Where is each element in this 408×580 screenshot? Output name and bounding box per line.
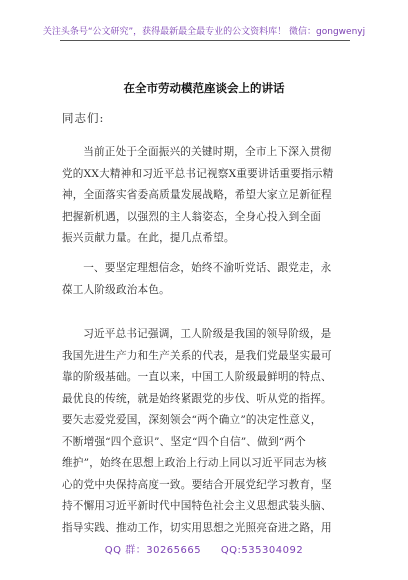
text-line: 靠的阶级基础。一直以来，中国工人阶级最鲜明的特点、	[62, 371, 332, 383]
text-line: 葆工人阶级政治本色。	[62, 283, 170, 296]
text-line: 要矢志爱党爱国，深刻领会“两个确立”的决定性意义，	[62, 414, 322, 426]
text-line: 振兴贡献力量。在此，提几点希望。	[62, 232, 235, 244]
text-line: 心的党中央保持高度一致。要结合开展党纪学习教育，坚	[62, 478, 332, 491]
text-line: 党的XX大精神和习近平总书记视察X重要讲话重要指示精	[62, 167, 334, 180]
paragraph-section-1-heading	[62, 258, 350, 301]
text-line: 当前正处于全面振兴的关键时期，全市上下深入贯彻	[83, 146, 332, 158]
salutation: 同志们:	[62, 111, 105, 125]
header-watermark-note: 关注头条号“公文研究”，获得最新最全最专业的公文资料库！ 微信：gongwenyj	[42, 27, 366, 37]
text-line: 把握新机遇，以强烈的主人翁姿态，全身心投入到全面	[62, 210, 322, 223]
footer-contact	[0, 541, 408, 556]
paragraph-section-1-body	[62, 324, 350, 539]
document-title: 在全市劳动模范座谈会上的讲话	[123, 81, 285, 95]
text-line: 一、要坚定理想信念，始终不渝听党话、跟党走，永	[83, 262, 332, 274]
text-line: 神，全面落实省委高质量发展战略，希望大家立足新征程	[62, 189, 332, 201]
text-line: 指导实践、推动工作，切实用思想之光照亮奋进之路，用	[62, 521, 332, 534]
paragraph-intro	[62, 142, 350, 250]
text-line: 持不懈用习近平新时代中国特色社会主义思想武装头脑、	[62, 500, 332, 512]
text-line: 不断增强“四个意识”、坚定“四个自信”、做到“两个	[62, 435, 306, 448]
header-divider	[60, 40, 350, 41]
text-line: 维护”，始终在思想上政治上行动上同以习近平同志为核	[62, 457, 327, 469]
text-line: 习近平总书记强调，工人阶级是我国的领导阶级，是	[83, 328, 332, 340]
text-line: 最优良的传统，就是始终紧跟党的步伐、听从党的指挥。	[62, 392, 332, 405]
footer-qq: QQ:535304092	[220, 545, 304, 556]
footer-qq-group: QQ 群：30265665	[104, 545, 202, 556]
text-line: 我国先进生产力和生产关系的代表，是我们党最坚实最可	[62, 349, 332, 362]
